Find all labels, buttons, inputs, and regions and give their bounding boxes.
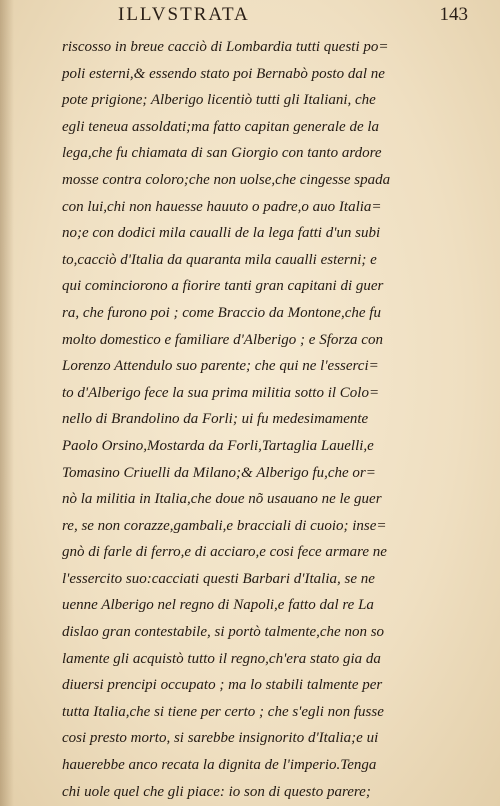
page-number: 143 — [439, 4, 468, 25]
text-line: gnò di farle di ferro,e di acciaro,e cosi fece armare ne — [62, 544, 387, 561]
text-line: to d'Alberigo fece la sua prima militia sotto il Colo= — [62, 384, 380, 401]
text-line: pote prigione; Alberigo licentiò tutti gli Italiani, che — [62, 92, 376, 109]
gutter-shadow — [0, 0, 14, 806]
text-block — [62, 34, 402, 805]
text-line: lamente gli acquistò tutto il regno,ch'era stato gia da — [62, 650, 381, 667]
running-head — [118, 4, 468, 30]
text-line: diuersi prencipi occupato ; ma lo stabili talmente per — [62, 677, 383, 694]
text-line: cosi presto morto, si sarebbe insignorito d'Italia;e ui — [62, 730, 379, 747]
text-line: riscosso in breue cacciò di Lombardia tutti questi po= — [62, 39, 389, 55]
text-line: mosse contra coloro;che non uolse,che cingesse spada — [62, 171, 391, 188]
text-line: Lorenzo Attendulo suo parente; che qui ne l'esserci= — [62, 358, 379, 375]
text-line: Paolo Orsino,Mostarda da Forli,Tartaglia Lauelli,e — [62, 437, 374, 454]
text-line: to,cacciò d'Italia da quaranta mila caualli esterni; e — [62, 251, 377, 268]
text-line: uenne Alberigo nel regno di Napoli,e fatto dal re La — [62, 597, 374, 614]
text-line: poli esterni,& essendo stato poi Bernabò posto dal ne — [62, 65, 385, 82]
text-line: no;e con dodici mila caualli de la lega fatti d'un subi — [62, 225, 381, 242]
text-line: molto domestico e familiare d'Alberigo ; e Sforza con — [62, 331, 383, 348]
text-line: lega,che fu chiamata di san Giorgio con tanto ardore — [62, 145, 382, 162]
text-line: Tomasino Criuelli da Milano;& Alberigo fu,che or= — [62, 464, 376, 481]
text-line: con lui,chi non hauesse hauuto o padre,o auo Italia= — [62, 198, 382, 215]
text-line: nò la militia in Italia,che doue nõ usauano ne le guer — [62, 491, 382, 508]
text-line: egli teneua assoldati;ma fatto capitan generale de la — [62, 118, 380, 135]
text-line: qui cominciorono a fiorire tanti gran capitani di guer — [62, 278, 384, 295]
text-line: hauerebbe anco recata la dignita de l'imperio.Tenga — [62, 757, 377, 774]
text-line: chi uole quel che gli piace: io son di questo parere; — [62, 783, 371, 800]
text-line: tutta Italia,che si tiene per certo ; che s'egli non fusse — [62, 703, 384, 720]
text-line: ra, che furono poi ; come Braccio da Montone,che fu — [62, 304, 381, 321]
running-title: ILLVSTRATA — [118, 4, 250, 25]
text-line: re, se non corazze,gambali,e bracciali di cuoio; inse= — [62, 517, 387, 534]
text-line: nello di Brandolino da Forli; ui fu medesimamente — [62, 411, 369, 428]
text-line: l'essercito suo:cacciati questi Barbari d'Italia, se ne — [62, 570, 375, 587]
text-line: dislao gran contestabile, si portò talmente,che non so — [62, 624, 385, 641]
